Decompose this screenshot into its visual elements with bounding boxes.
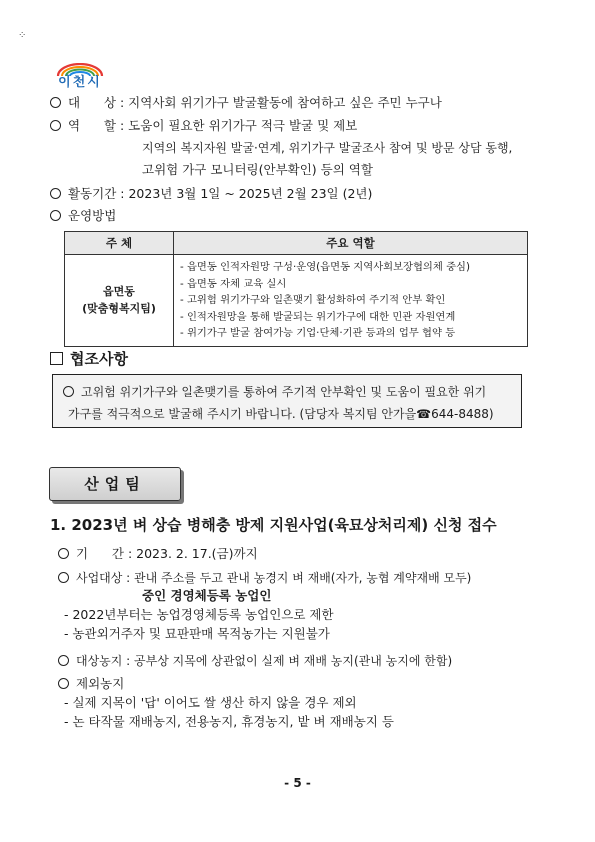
roles-cell (174, 255, 528, 347)
excluded-line-1: - 실제 지목이 '답' 이어도 쌀 생산 하지 않을 경우 제외 (64, 695, 357, 710)
role-item: - 고위험 위기가구와 일촌맺기 활성화하여 주기적 안부 확인 (180, 294, 446, 306)
square-bullet-icon (50, 352, 63, 365)
notice-line-1 (63, 381, 511, 403)
role-row (50, 118, 357, 134)
role-line-3: 고위험 가구 모니터링(안부확인) 등의 역할 (142, 162, 373, 177)
cooperation-heading (50, 348, 128, 369)
eligibility-text: 사업대상 : 관내 주소를 두고 관내 농경지 벼 재배(자가, 농협 계약재배 모두) (76, 571, 472, 585)
circle-bullet-icon (50, 188, 61, 199)
role-item: - 읍면동 자체 교육 실시 (180, 277, 287, 290)
excluded-line-2: - 논 타작물 재배농지, 전용농지, 휴경농지, 밭 벼 재배농지 등 (64, 714, 394, 729)
period-row (50, 186, 372, 202)
role-line-1: : 도움이 필요한 위기가구 적극 발굴 및 제보 (119, 118, 358, 133)
industry-team-button: 산업팀 (49, 467, 181, 501)
scan-speck: ⁘ (18, 30, 27, 41)
circle-bullet-icon (50, 97, 61, 108)
target-land-text: 대상농지 : 공부상 지목에 상관없이 실제 벼 재배 농지(관내 농지에 한함) (76, 654, 453, 668)
table-header-subject: 주 체 (65, 232, 174, 255)
method-row (50, 208, 116, 224)
table-header-row (65, 232, 528, 255)
eligibility-cont: 중인 경영체등록 농업인 (142, 588, 272, 603)
target-label: 대 상 (68, 95, 116, 110)
excluded-text: 제외농지 (76, 676, 125, 691)
icheon-logo (50, 62, 110, 88)
circle-bullet-icon (63, 386, 74, 397)
role-label: 역 할 (68, 118, 116, 133)
eligibility-row (58, 570, 471, 586)
table-header-roles: 주요 역할 (174, 232, 528, 255)
circle-bullet-icon (58, 655, 69, 666)
notice-text-1: 고위험 위기가구와 일촌맺기를 통하여 주기적 안부확인 및 도움이 필요한 위기 (81, 385, 487, 399)
cooperation-notice-box (52, 374, 522, 428)
roles-table (64, 231, 528, 347)
table-row (65, 255, 528, 347)
note-line-1: - 2022년부터는 농업경영체등록 농업인으로 제한 (64, 607, 334, 622)
note-line-2: - 농관외거주자 및 묘판판매 목적농가는 지원불가 (64, 626, 330, 641)
excluded-row (58, 676, 124, 692)
role-line-2: 지역의 복지자원 발굴·연계, 위기가구 발굴조사 참여 및 방문 상담 동행, (142, 141, 513, 155)
page-number: - 5 - (284, 776, 311, 790)
deadline-row (58, 546, 258, 562)
target-row (50, 95, 442, 111)
period-text: 활동기간 : 2023년 3월 1일 ~ 2025년 2월 23일 (2년) (68, 186, 373, 201)
circle-bullet-icon (50, 120, 61, 131)
cooperation-heading-text: 협조사항 (70, 350, 128, 368)
subject-line-1: 읍면동 (103, 285, 135, 299)
target-value: : 지역사회 위기가구 발굴활동에 참여하고 싶은 주민 누구나 (119, 95, 442, 110)
circle-bullet-icon (58, 678, 69, 689)
item1-title: 1. 2023년 벼 상습 병해충 방제 지원사업(육묘상처리제) 신청 접수 (50, 516, 497, 534)
role-item: - 위기가구 발굴 참여가능 기업·단체·기관 등과의 업무 협약 등 (180, 327, 456, 339)
notice-line-2: 가구를 적극적으로 발굴해 주시기 바랍니다. (담당자 복지팀 안가을☎644-8488) (68, 407, 494, 421)
subject-cell (65, 255, 174, 347)
circle-bullet-icon (50, 210, 61, 221)
method-text: 운영방법 (68, 208, 117, 223)
target-land-row (58, 653, 452, 669)
role-item: - 인적자원망을 통해 발굴되는 위기가구에 대한 민관 자원연계 (180, 310, 456, 323)
circle-bullet-icon (58, 572, 69, 583)
logo-text: 이천시 (58, 75, 102, 90)
circle-bullet-icon (58, 548, 69, 559)
role-item: - 읍면동 인적자원망 구성·운영(읍면동 지역사회보장협의체 중심) (180, 261, 471, 273)
subject-line-2: (맞춤형복지팀) (82, 302, 156, 316)
deadline-text: 기 간 : 2023. 2. 17.(금)까지 (76, 546, 258, 561)
